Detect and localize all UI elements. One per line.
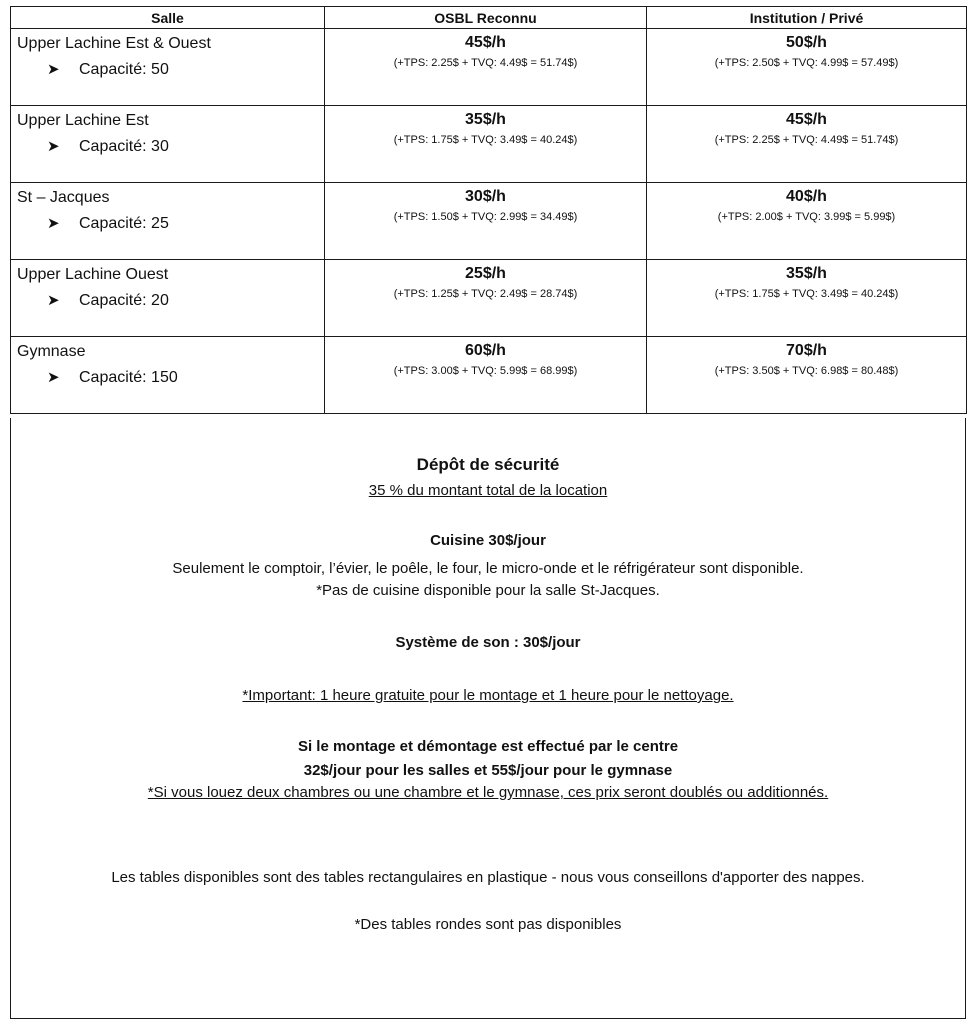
osbl-price: 45$/h bbox=[465, 34, 506, 51]
header-private: Institution / Privé bbox=[647, 7, 967, 29]
private-cell bbox=[647, 337, 967, 414]
room-name: Upper Lachine Est bbox=[17, 112, 149, 129]
table-row bbox=[11, 29, 967, 106]
osbl-tax: (+TPS: 1.25$ + TVQ: 2.49$ = 28.74$) bbox=[393, 288, 578, 300]
rates-table bbox=[10, 6, 967, 414]
private-tax: (+TPS: 3.50$ + TVQ: 6.98$ = 80.48$) bbox=[714, 365, 899, 377]
room-name: Gymnase bbox=[17, 343, 86, 360]
osbl-price: 25$/h bbox=[465, 265, 506, 282]
osbl-cell bbox=[325, 337, 647, 414]
setup-note: *Si vous louez deux chambres ou une chambre et le gymnase, ces prix seront doublés ou additionnés. bbox=[147, 784, 829, 801]
private-tax: (+TPS: 2.25$ + TVQ: 4.49$ = 51.74$) bbox=[714, 134, 899, 146]
osbl-tax: (+TPS: 1.50$ + TVQ: 2.99$ = 34.49$) bbox=[393, 211, 578, 223]
room-capacity bbox=[11, 208, 324, 234]
kitchen-note: *Pas de cuisine disponible pour la salle St-Jacques. bbox=[316, 582, 660, 599]
room-capacity bbox=[11, 54, 324, 80]
table-header-row bbox=[11, 7, 967, 29]
tables-note: *Des tables rondes sont pas disponibles bbox=[354, 916, 622, 933]
osbl-tax: (+TPS: 2.25$ + TVQ: 4.49$ = 51.74$) bbox=[393, 57, 578, 69]
room-cell bbox=[11, 29, 325, 106]
room-name: St – Jacques bbox=[17, 189, 110, 206]
private-cell bbox=[647, 183, 967, 260]
deposit-title: Dépôt de sécurité bbox=[416, 455, 560, 474]
osbl-cell bbox=[325, 106, 647, 183]
capacity-text: Capacité: 30 bbox=[79, 138, 169, 155]
private-price: 70$/h bbox=[786, 342, 827, 359]
osbl-tax: (+TPS: 1.75$ + TVQ: 3.49$ = 40.24$) bbox=[393, 134, 578, 146]
capacity-text: Capacité: 25 bbox=[79, 215, 169, 232]
table-row bbox=[11, 183, 967, 260]
room-cell bbox=[11, 260, 325, 337]
osbl-cell bbox=[325, 183, 647, 260]
header-osbl: OSBL Reconnu bbox=[325, 7, 647, 29]
deposit-text: 35 % du montant total de la location bbox=[368, 482, 608, 499]
kitchen-description: Seulement le comptoir, l’évier, le poêle, le four, le micro-onde et le réfrigérateur sont disponible. bbox=[172, 560, 804, 577]
setup-title: Si le montage et démontage est effectué par le centre bbox=[297, 738, 679, 755]
private-tax: (+TPS: 2.00$ + TVQ: 3.99$ = 5.99$) bbox=[717, 211, 896, 223]
private-cell bbox=[647, 260, 967, 337]
private-cell bbox=[647, 29, 967, 106]
sound-system-price: Système de son : 30$/jour bbox=[395, 634, 581, 651]
osbl-cell bbox=[325, 29, 647, 106]
tables-description: Les tables disponibles sont des tables rectangulaires en plastique - nous vous conseillons d'apporter des nappes. bbox=[111, 869, 865, 886]
room-cell bbox=[11, 337, 325, 414]
arrow-bullet-icon: ➤ bbox=[47, 369, 60, 386]
room-capacity bbox=[11, 285, 324, 311]
room-name: Upper Lachine Est & Ouest bbox=[17, 35, 211, 52]
room-capacity bbox=[11, 131, 324, 157]
private-price: 40$/h bbox=[786, 188, 827, 205]
arrow-bullet-icon: ➤ bbox=[47, 292, 60, 309]
private-tax: (+TPS: 1.75$ + TVQ: 3.49$ = 40.24$) bbox=[714, 288, 899, 300]
osbl-price: 60$/h bbox=[465, 342, 506, 359]
room-cell bbox=[11, 106, 325, 183]
osbl-price: 35$/h bbox=[465, 111, 506, 128]
header-room: Salle bbox=[11, 7, 325, 29]
important-note: *Important: 1 heure gratuite pour le montage et 1 heure pour le nettoyage. bbox=[242, 687, 734, 704]
room-name: Upper Lachine Ouest bbox=[17, 266, 169, 283]
table-row bbox=[11, 337, 967, 414]
private-price: 50$/h bbox=[786, 34, 827, 51]
room-cell bbox=[11, 183, 325, 260]
arrow-bullet-icon: ➤ bbox=[47, 138, 60, 155]
private-cell bbox=[647, 106, 967, 183]
arrow-bullet-icon: ➤ bbox=[47, 61, 60, 78]
private-price: 45$/h bbox=[786, 111, 827, 128]
private-tax: (+TPS: 2.50$ + TVQ: 4.99$ = 57.49$) bbox=[714, 57, 899, 69]
capacity-text: Capacité: 150 bbox=[79, 369, 178, 386]
capacity-text: Capacité: 20 bbox=[79, 292, 169, 309]
notes-panel bbox=[10, 418, 966, 1019]
room-capacity bbox=[11, 362, 324, 388]
kitchen-title: Cuisine 30$/jour bbox=[430, 532, 546, 549]
private-price: 35$/h bbox=[786, 265, 827, 282]
capacity-text: Capacité: 50 bbox=[79, 61, 169, 78]
setup-price: 32$/jour pour les salles et 55$/jour pour le gymnase bbox=[303, 762, 673, 779]
table-row bbox=[11, 260, 967, 337]
osbl-cell bbox=[325, 260, 647, 337]
osbl-price: 30$/h bbox=[465, 188, 506, 205]
table-row bbox=[11, 106, 967, 183]
osbl-tax: (+TPS: 3.00$ + TVQ: 5.99$ = 68.99$) bbox=[393, 365, 578, 377]
arrow-bullet-icon: ➤ bbox=[47, 215, 60, 232]
